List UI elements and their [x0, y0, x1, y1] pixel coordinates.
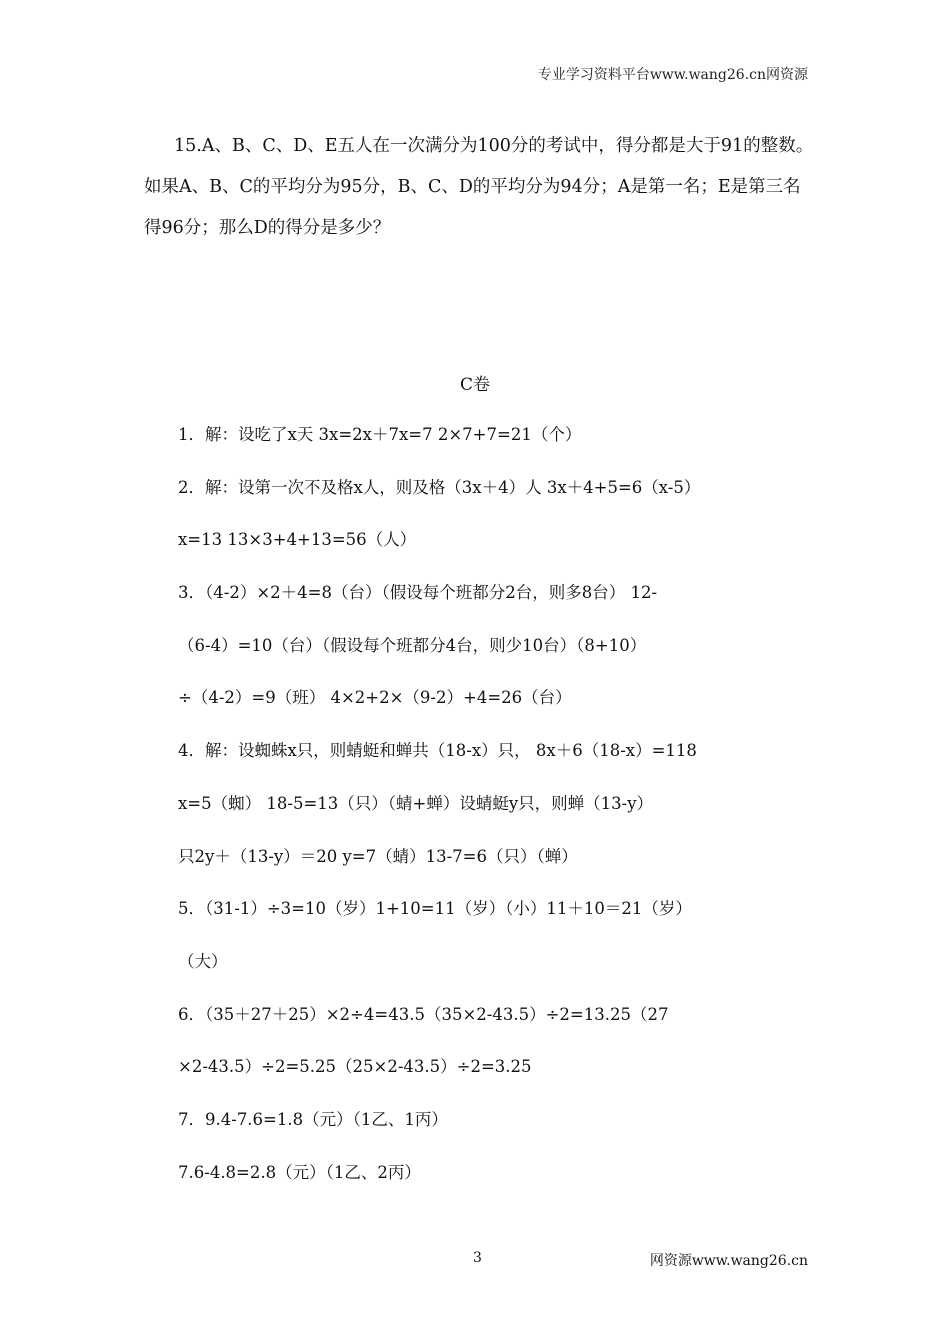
answer-line: 1．解：设吃了x天 3x=2x＋7x=7 2×7+7=21（个）	[178, 425, 582, 444]
answer-line: 只2y＋（13-y）＝20 y=7（蜻）13-7=6（只）（蝉）	[178, 846, 578, 866]
page-number: 3	[473, 1250, 482, 1266]
answer-line: ×2-43.5）÷2=5.25（25×2-43.5）÷2=3.25	[178, 1057, 532, 1077]
question-15-line-1: 15.A、B、C、D、E五人在一次满分为100分的考试中，得分都是大于91的整数。	[174, 136, 814, 156]
question-15	[144, 126, 824, 249]
answer-line: 6．（35＋27＋25）×2÷4=43.5（35×2-43.5）÷2=13.25（27	[178, 1004, 669, 1024]
answer-line: 3．（4-2）×2＋4=8（台）（假设每个班都分2台，则多8台） 12-	[178, 583, 658, 603]
question-15-line-2: 如果A、B、C的平均分为95分，B、C、D的平均分为94分；A是第一名；E是第三名	[144, 177, 801, 197]
page-header: 专业学习资料平台www.wang26.cn网资源	[537, 67, 808, 83]
answer-line: （6-4）=10（台）（假设每个班都分4台，则少10台）（8+10）	[178, 635, 647, 655]
answer-line: （大）	[178, 951, 228, 971]
answer-list	[178, 420, 818, 1210]
answer-line: 4．解：设蜘蛛x只，则蜻蜓和蝉共（18-x）只， 8x＋6（18-x）=118	[178, 741, 697, 761]
section-title: C卷	[459, 375, 490, 395]
answer-line: x=13 13×3+4+13=56（人）	[178, 530, 417, 550]
answer-line: 2．解：设第一次不及格x人，则及格（3x＋4）人 3x＋4+5=6（x-5）	[178, 477, 701, 497]
answer-line: 5．（31-1）÷3=10（岁）1+10=11（岁）（小）11＋10＝21（岁）	[178, 899, 692, 919]
answer-line: 7.6-4.8=2.8（元）（1乙、2丙）	[178, 1162, 421, 1182]
answer-line: 7．9.4-7.6=1.8（元）（1乙、1丙）	[178, 1109, 448, 1129]
answer-line: ÷（4-2）=9（班） 4×2+2×（9-2）+4=26（台）	[178, 688, 572, 708]
footer-site: 网资源www.wang26.cn	[649, 1253, 808, 1269]
question-15-line-3: 得96分；那么D的得分是多少？	[144, 218, 391, 238]
answer-line: x=5（蜘） 18-5=13（只）（蜻+蝉）设蜻蜓y只，则蝉（13-y）	[178, 793, 654, 813]
